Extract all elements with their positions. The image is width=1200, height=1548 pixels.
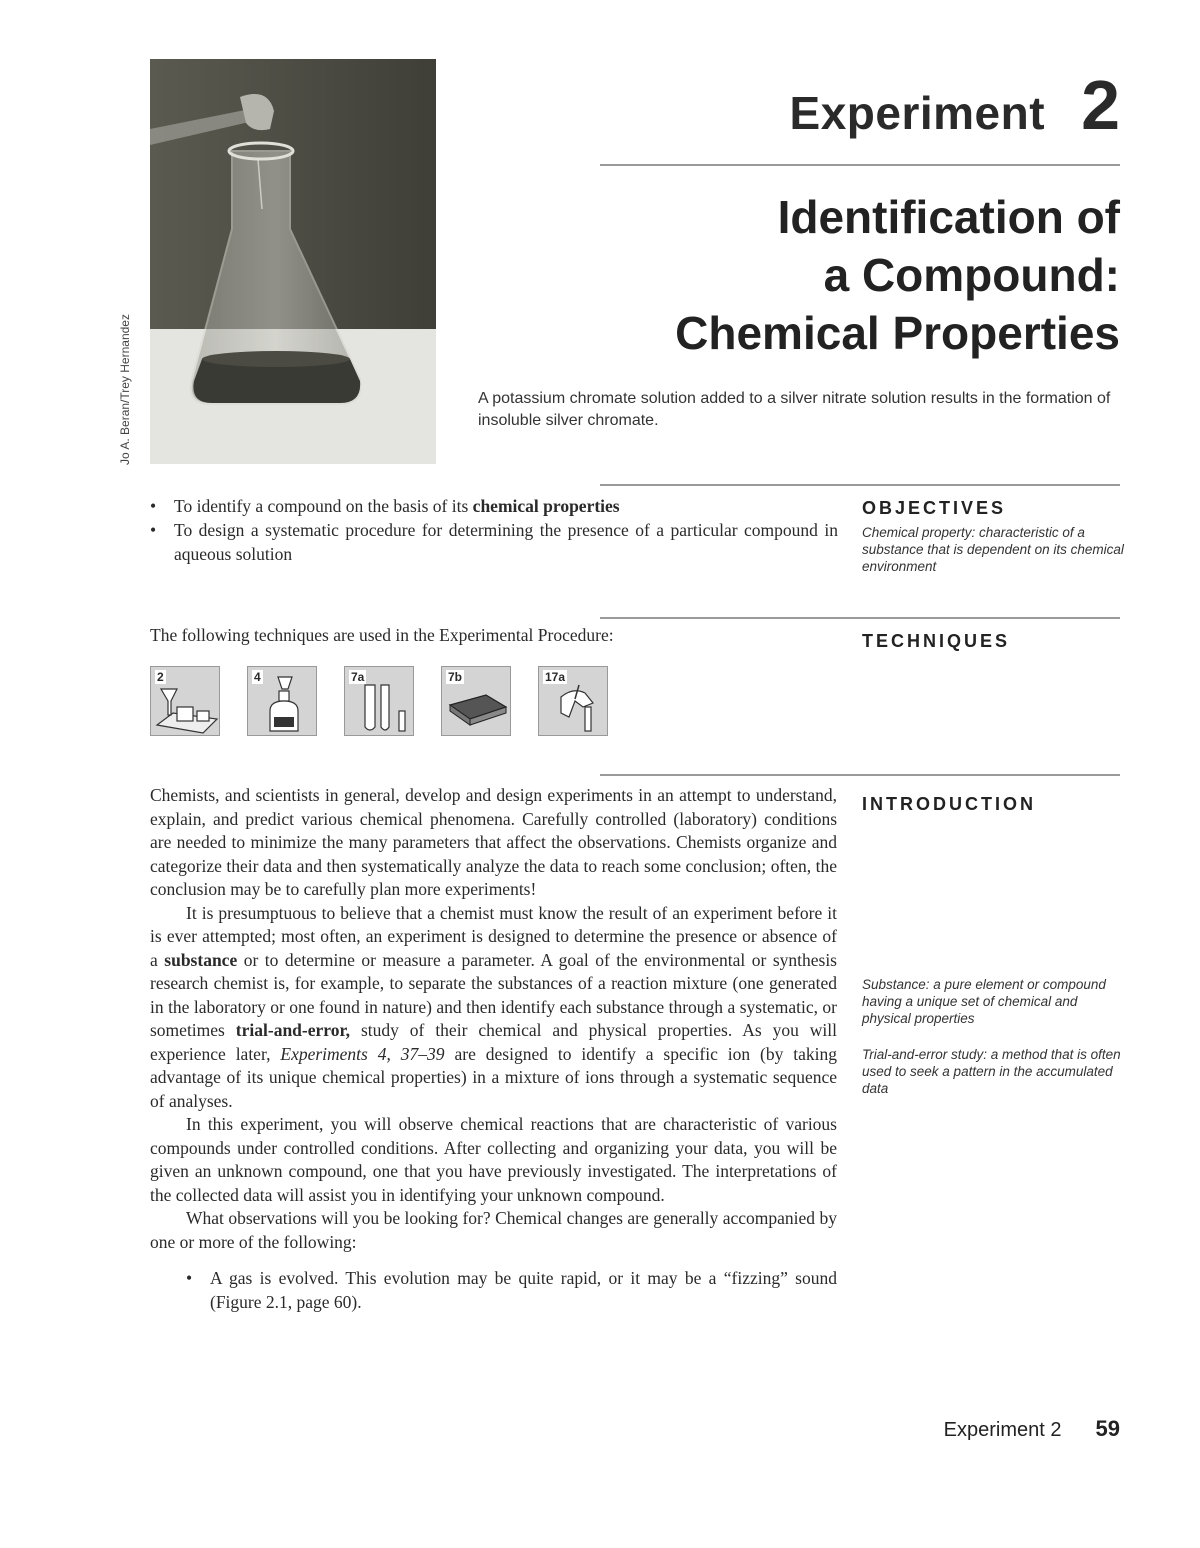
page-number: 59 bbox=[1095, 1416, 1120, 1441]
margin-note-substance: Substance: a pure element or compound having a unique set of chemical and physical properties bbox=[862, 977, 1106, 1026]
experiment-word: Experiment bbox=[789, 87, 1046, 139]
divider bbox=[600, 484, 1120, 486]
photo-credit: Jo A. Beran/Trey Hernandez bbox=[118, 314, 132, 465]
experiment-title bbox=[675, 188, 1120, 362]
objectives-list bbox=[150, 494, 838, 566]
observation-item: • A gas is evolved. This evolution may be quite rapid, or it may be a “fizzing” sound (Figure 2.1, page 60). bbox=[186, 1266, 837, 1314]
techniques-intro: The following techniques are used in the Experimental Procedure: bbox=[150, 625, 614, 645]
objective-item: • To identify a compound on the basis of its chemical properties bbox=[150, 494, 838, 518]
intro-paragraph-4: What observations will you be looking for? Chemical changes are generally accompanied by one or more of the following: bbox=[150, 1208, 837, 1252]
intro-paragraph-1: Chemists, and scientists in general, develop and design experiments in an attempt to understand, explain, and predict various chemical phenomena. Carefully controlled (laboratory) conditions are needed to minimize the many parameters that affect the observations. Chemists organize and categorize their data and then systematically analyze the data to reach some conclusion; often, the conclusion may be to carefully plan more experiments! bbox=[150, 785, 837, 899]
intro-paragraph-2: It is presumptuous to believe that a chemist must know the result of an experiment before it is ever attempted; most often, an experiment is designed to determine the presence or absence of a substance or to determine or measure a parameter. A goal of the environmental or synthesis research chemist is, for example, to separate the substances of a reaction mixture (one generated in the laboratory or one found in nature) and then identify each substance through a systematic, or sometimes trial-and-error, study of their chemical and physical properties. As you will experience later, Experiments 4, 37–39 are designed to identify a specific ion (by taking advantage of its unique chemical properties) in a mixture of ions through a systematic sequence of analyses. bbox=[150, 902, 837, 1111]
test-tube-icon bbox=[345, 667, 415, 737]
title-line-3: Chemical Properties bbox=[675, 307, 1120, 359]
technique-4[interactable]: 4 bbox=[247, 666, 317, 736]
divider bbox=[600, 617, 1120, 619]
page-footer bbox=[944, 1416, 1120, 1442]
introduction-label: INTRODUCTION bbox=[862, 794, 1036, 814]
erlenmeyer-flask-illustration bbox=[150, 59, 436, 464]
margin-note-trial-and-error: Trial-and-error study: a method that is often used to seek a pattern in the accumulated data bbox=[862, 1047, 1121, 1096]
filtration-icon bbox=[151, 667, 221, 737]
title-line-1: Identification of bbox=[777, 191, 1120, 243]
footer-label: Experiment 2 bbox=[943, 1419, 1062, 1441]
experiment-photo bbox=[150, 59, 436, 464]
experiment-heading bbox=[789, 66, 1120, 144]
introduction-body bbox=[150, 784, 837, 1314]
experiment-number: 2 bbox=[1081, 66, 1120, 144]
hand-dropper-icon bbox=[539, 667, 609, 737]
photo-caption: A potassium chromate solution added to a silver nitrate solution results in the formation of insoluble silver chromate. bbox=[478, 390, 1111, 429]
intro-paragraph-3: In this experiment, you will observe chemical reactions that are characteristic of various compounds under controlled conditions. After collecting and organizing your data, you will be given an unknown compound, one that you have previously investigated. The interpretations of the collected data will assist you in identifying your unknown compound. bbox=[150, 1114, 837, 1205]
technique-17a[interactable]: 17a bbox=[538, 666, 608, 736]
title-line-2: a Compound: bbox=[823, 249, 1120, 301]
reagent-bottle-icon bbox=[248, 667, 318, 737]
techniques-label: TECHNIQUES bbox=[862, 631, 1011, 651]
observation-list bbox=[186, 1266, 837, 1314]
technique-2[interactable]: 2 bbox=[150, 666, 220, 736]
technique-icons bbox=[150, 666, 608, 736]
technique-7a[interactable]: 7a bbox=[344, 666, 414, 736]
objectives-label: OBJECTIVES bbox=[862, 498, 1007, 518]
objective-item: • To design a systematic procedure for determining the presence of a particular compound in aqueous solution bbox=[150, 518, 838, 566]
well-plate-icon bbox=[442, 667, 512, 737]
margin-note-chemical-property: Chemical property: characteristic of a substance that is dependent on its chemical environment bbox=[862, 525, 1124, 574]
divider bbox=[600, 774, 1120, 776]
divider bbox=[600, 164, 1120, 166]
technique-7b[interactable]: 7b bbox=[441, 666, 511, 736]
